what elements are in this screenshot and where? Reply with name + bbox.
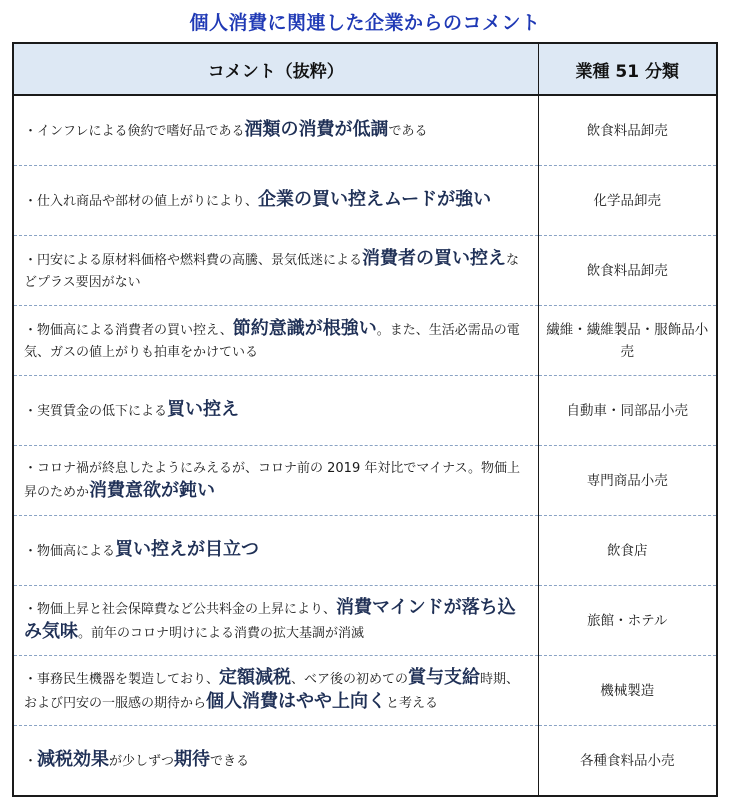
comment-text: と考える (386, 695, 439, 711)
comment-text: ・実質賃金の低下による (24, 403, 168, 419)
column-header-comment: コメント（抜粋） (13, 43, 538, 95)
table-row (13, 306, 717, 376)
comment-cell (13, 726, 538, 797)
comment-cell (13, 306, 538, 376)
comment-text: できる (210, 753, 250, 769)
comment-emphasis: 節約意識が根強い (232, 317, 377, 339)
category-cell: 機械製造 (538, 656, 717, 726)
table-row (13, 586, 717, 656)
table-row (13, 236, 717, 306)
comment-text: 時期、および円安の一服感の期待から (24, 671, 520, 711)
comment-text: 。また、生活必需品の電気、ガスの値上がりも拍車をかけている (24, 322, 520, 360)
category-cell: 旅館・ホテル (538, 586, 717, 656)
comment-text: である (388, 123, 428, 139)
comment-text: ・物価高による (24, 543, 116, 559)
comment-cell (13, 586, 538, 656)
comment-emphasis: 酒類の消費が低調 (244, 118, 389, 140)
category-cell: 専門商品小売 (538, 446, 717, 516)
comment-cell (13, 236, 538, 306)
table-row (13, 726, 717, 797)
comment-emphasis: 定額減税 (219, 666, 292, 688)
comment-emphasis: 企業の買い控えムードが強い (258, 188, 492, 210)
comment-text: ・物価上昇と社会保障費など公共料金の上昇により、 (24, 601, 337, 617)
comment-emphasis: 期待 (174, 748, 211, 770)
category-cell: 自動車・同部品小売 (538, 376, 717, 446)
table-row (13, 656, 717, 726)
comment-text: などプラス要因がない (24, 252, 520, 290)
comment-cell (13, 656, 538, 726)
comment-text: ・インフレによる倹約で嗜好品である (24, 123, 245, 139)
table-row (13, 446, 717, 516)
comment-cell (13, 516, 538, 586)
comment-text: が少しずつ (109, 753, 175, 769)
category-cell: 繊維・繊維製品・服飾品小売 (538, 306, 717, 376)
comment-text: ・事務民生機器を製造しており、 (24, 671, 220, 687)
comment-emphasis: 消費マインドが落ち込み気味 (24, 596, 516, 642)
comment-emphasis: 減税効果 (37, 748, 110, 770)
comment-cell (13, 95, 538, 166)
table-row (13, 376, 717, 446)
comment-cell (13, 446, 538, 516)
comment-text: ・物価高による消費者の買い控え、 (24, 322, 233, 338)
comment-cell (13, 376, 538, 446)
comment-emphasis: 買い控えが目立つ (115, 538, 260, 560)
comment-text: ・ (24, 753, 38, 769)
category-cell: 化学品卸売 (538, 166, 717, 236)
category-cell: 飲食料品卸売 (538, 95, 717, 166)
comment-emphasis: 買い控え (167, 398, 240, 420)
column-header-category: 業種 51 分類 (538, 43, 717, 95)
comment-text: ・仕入れ商品や部材の値上がりにより、 (24, 193, 259, 209)
comment-table (12, 42, 718, 797)
category-cell: 飲食料品卸売 (538, 236, 717, 306)
table-header-row (13, 43, 717, 95)
table-row (13, 95, 717, 166)
comment-emphasis: 個人消費はやや上向く (206, 690, 387, 712)
table-row (13, 166, 717, 236)
category-cell: 各種食料品小売 (580, 752, 675, 769)
comment-text: ・コロナ禍が終息したようにみえるが、コロナ前の 2019 年対比でマイナス。物価上昇のためか (24, 460, 520, 500)
comment-emphasis: 消費意欲が鈍い (89, 479, 216, 501)
comment-cell (13, 166, 538, 236)
category-cell: 飲食店 (538, 516, 717, 586)
comment-emphasis: 消費者の買い控え (362, 247, 507, 269)
comment-text: 、ベア後の初めての (291, 671, 409, 687)
table-body (13, 95, 717, 796)
comment-text: ・円安による原材料価格や燃料費の高騰、景気低迷による (24, 252, 363, 268)
page-title: 個人消費に関連した企業からのコメント (189, 12, 541, 34)
comment-text: 。前年のコロナ明けによる消費の拡大基調が消滅 (78, 625, 365, 641)
table-row (13, 516, 717, 586)
comment-emphasis: 賞与支給 (408, 666, 481, 688)
